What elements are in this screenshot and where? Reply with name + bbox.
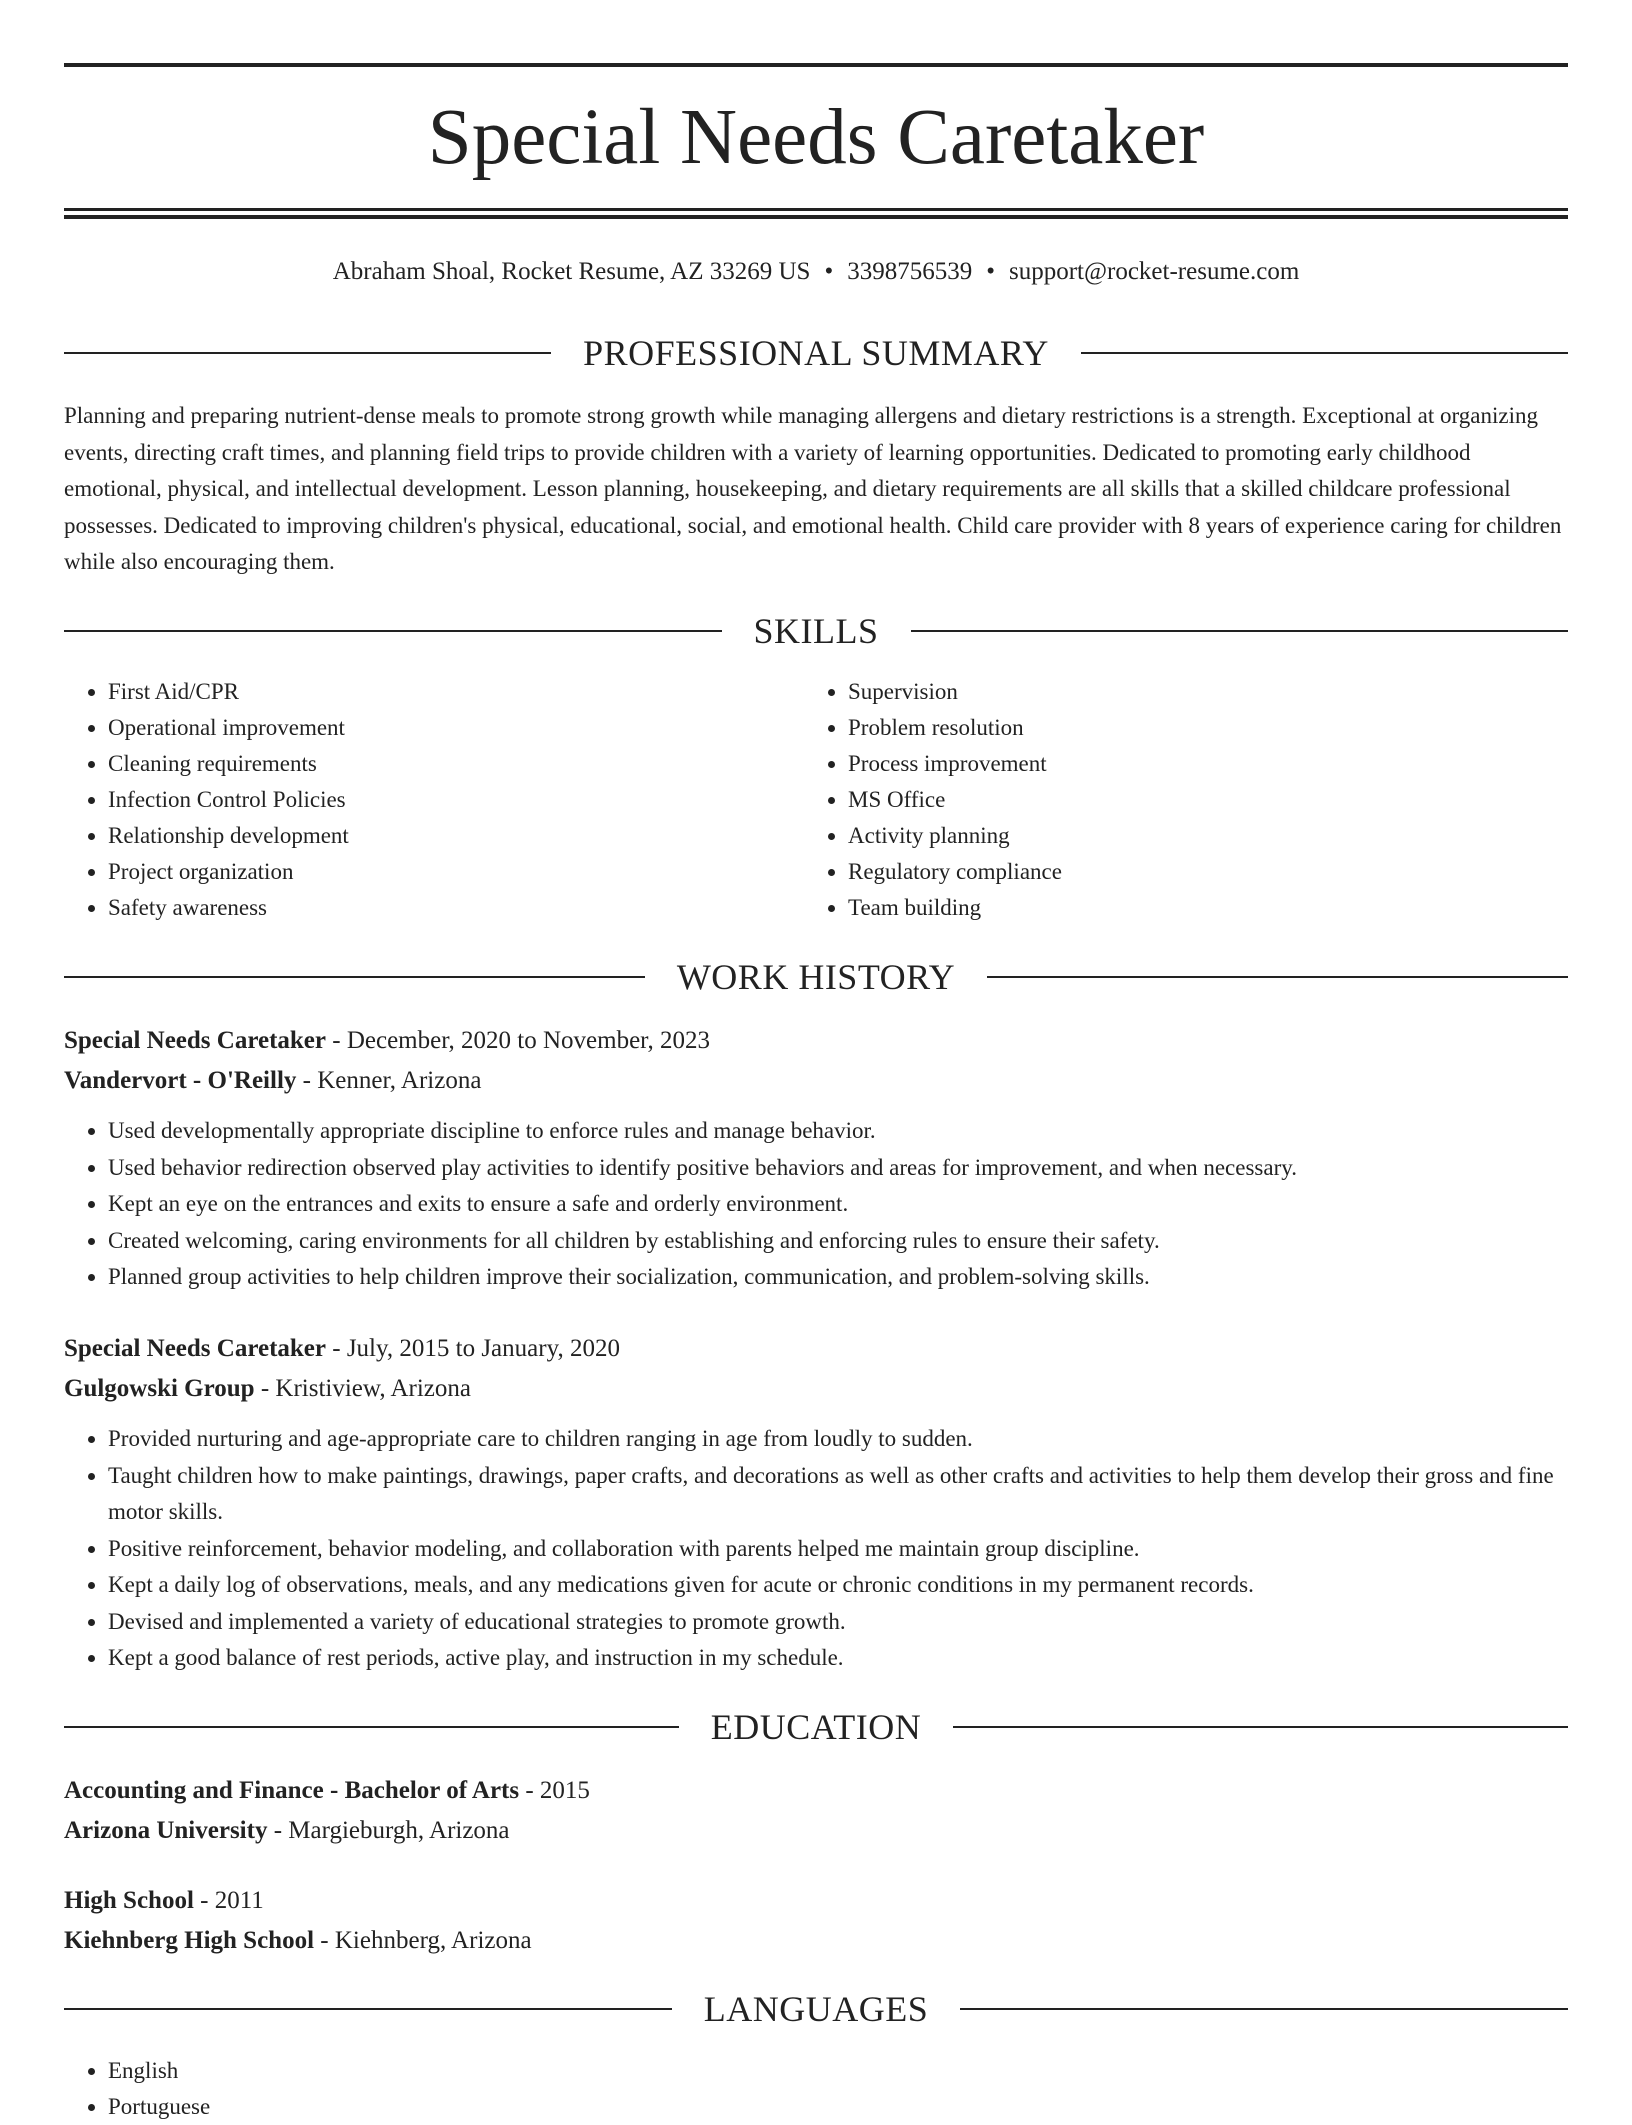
skill-item: • Safety awareness [108,890,806,926]
job-bullets [64,1421,1568,1677]
job-dates: - December, 2020 to November, 2023 [326,1027,710,1054]
job-title: Special Needs Caretaker [64,1027,326,1054]
skill-item: • First Aid/CPR [108,674,806,710]
job-bullet: • Created welcoming, caring environments for all children by establishing and enforcing rules to ensure their safety. [108,1223,1568,1260]
skills-heading [64,609,1568,653]
language-item: • English [108,2053,1568,2089]
job-location: - Kenner, Arizona [296,1067,482,1094]
skills-column-right [806,674,1548,926]
skill-item: • Team building [848,890,1548,926]
resume-title: Special Needs Caretaker [427,94,1205,181]
heading-rule [64,630,722,632]
skill-item: • Relationship development [108,818,806,854]
heading-rule [987,976,1568,978]
skills-list [64,674,1568,926]
job-dates: - July, 2015 to January, 2020 [326,1335,620,1362]
education-school-line [64,1921,1568,1961]
job-entry [64,1021,1568,1296]
languages-list [64,2053,1568,2125]
job-company-line [64,1061,1568,1101]
skill-item: • Problem resolution [848,710,1548,746]
work-heading [64,955,1568,999]
job-bullet: • Used developmentally appropriate discipline to enforce rules and manage behavior. [108,1113,1568,1150]
summary-text: Planning and preparing nutrient-dense meals to promote strong growth while managing allergens and dietary restrictions is a strength. Exceptional at organizing events, directing craft times, and planning field trips to provide children with a variety of learning opportunities. Dedicated to promoting early childhood emotional, physical, and intellectual development. Lesson planning, housekeeping, and dietary requirements are all skills that a skilled childcare professional possesses. Dedicated to improving children's physical, educational, social, and emotional health. Child care provider with 8 years of experience caring for children while also encouraging them. [64,403,1562,574]
education-school: Arizona University [64,1817,268,1844]
heading-rule [953,1726,1568,1728]
skill-item: • Regulatory compliance [848,854,1548,890]
education-degree: High School [64,1887,194,1914]
education-year: - 2015 [519,1777,590,1804]
skill-item: • Activity planning [848,818,1548,854]
heading-rule [64,976,645,978]
contact-separator: • [986,258,995,285]
job-entry [64,1329,1568,1677]
languages-heading [64,1987,1568,2031]
title-rule-lower [64,215,1568,219]
education-degree: Accounting and Finance - Bachelor of Arts [64,1777,520,1804]
contact-phone: 3398756539 [847,258,973,285]
contact-line [64,254,1568,290]
language-item: • Portuguese [108,2089,1568,2125]
title-rule-upper [64,208,1568,211]
top-rule [64,63,1568,67]
job-bullet: • Provided nurturing and age-appropriate care to children ranging in age from loudly to sudden. [108,1421,1568,1458]
education-entry [64,1771,1568,1851]
education-degree-line [64,1771,1568,1811]
contact-address: Abraham Shoal, Rocket Resume, AZ 33269 US [332,258,811,285]
job-bullet: • Planned group activities to help children improve their socialization, communication, and problem-solving skills. [108,1259,1568,1296]
summary-heading-label: PROFESSIONAL SUMMARY [583,333,1049,373]
job-bullet: • Used behavior redirection observed play activities to identify positive behaviors and areas for improvement, and when necessary. [108,1150,1568,1187]
job-title-line [64,1021,1568,1061]
skill-item: • Cleaning requirements [108,746,806,782]
education-school: Kiehnberg High School [64,1927,315,1954]
education-year: - 2011 [193,1887,264,1914]
job-company: Gulgowski Group [64,1375,255,1402]
heading-rule [960,2008,1568,2010]
education-location: - Margieburgh, Arizona [267,1817,510,1844]
job-title: Special Needs Caretaker [64,1335,326,1362]
skill-item: • MS Office [848,782,1548,818]
contact-separator: • [824,258,834,285]
heading-rule [64,352,551,354]
skill-item: • Project organization [108,854,806,890]
contact-email: support@rocket-resume.com [1008,258,1300,285]
job-bullet: • Kept an eye on the entrances and exits to ensure a safe and orderly environment. [108,1186,1568,1223]
job-bullet: • Kept a good balance of rest periods, active play, and instruction in my schedule. [108,1640,1568,1677]
job-location: - Kristiview, Arizona [254,1375,471,1402]
job-company-line [64,1369,1568,1409]
skill-item: • Process improvement [848,746,1548,782]
education-heading [64,1705,1568,1749]
work-heading-label: WORK HISTORY [676,957,956,997]
education-entry [64,1881,1568,1961]
job-company: Vandervort - O'Reilly [64,1067,297,1094]
skill-item: • Operational improvement [108,710,806,746]
skills-column-left [64,674,806,926]
education-degree-line [64,1881,1568,1921]
heading-rule [64,1726,679,1728]
job-bullet: • Kept a daily log of observations, meals, and any medications given for acute or chronic conditions in my permanent records. [108,1567,1568,1604]
skill-item: • Supervision [848,674,1548,710]
heading-rule [911,630,1569,632]
skills-heading-label: SKILLS [753,611,879,651]
skill-item: • Infection Control Policies [108,782,806,818]
job-bullet: • Positive reinforcement, behavior modeling, and collaboration with parents helped me maintain group discipline. [108,1531,1568,1568]
education-school-line [64,1811,1568,1851]
heading-rule [1081,352,1568,354]
education-location: - Kiehnberg, Arizona [314,1927,532,1954]
job-bullet: • Devised and implemented a variety of educational strategies to promote growth. [108,1604,1568,1641]
job-bullets [64,1113,1568,1296]
job-bullet: • Taught children how to make paintings, drawings, paper crafts, and decorations as well as other crafts and activities to help them develop their gross and fine motor skills. [108,1458,1568,1531]
heading-rule [64,2008,672,2010]
summary-heading [64,331,1568,375]
languages-items [64,2053,1568,2125]
languages-heading-label: LANGUAGES [703,1989,929,2029]
education-heading-label: EDUCATION [710,1707,922,1747]
job-title-line [64,1329,1568,1369]
